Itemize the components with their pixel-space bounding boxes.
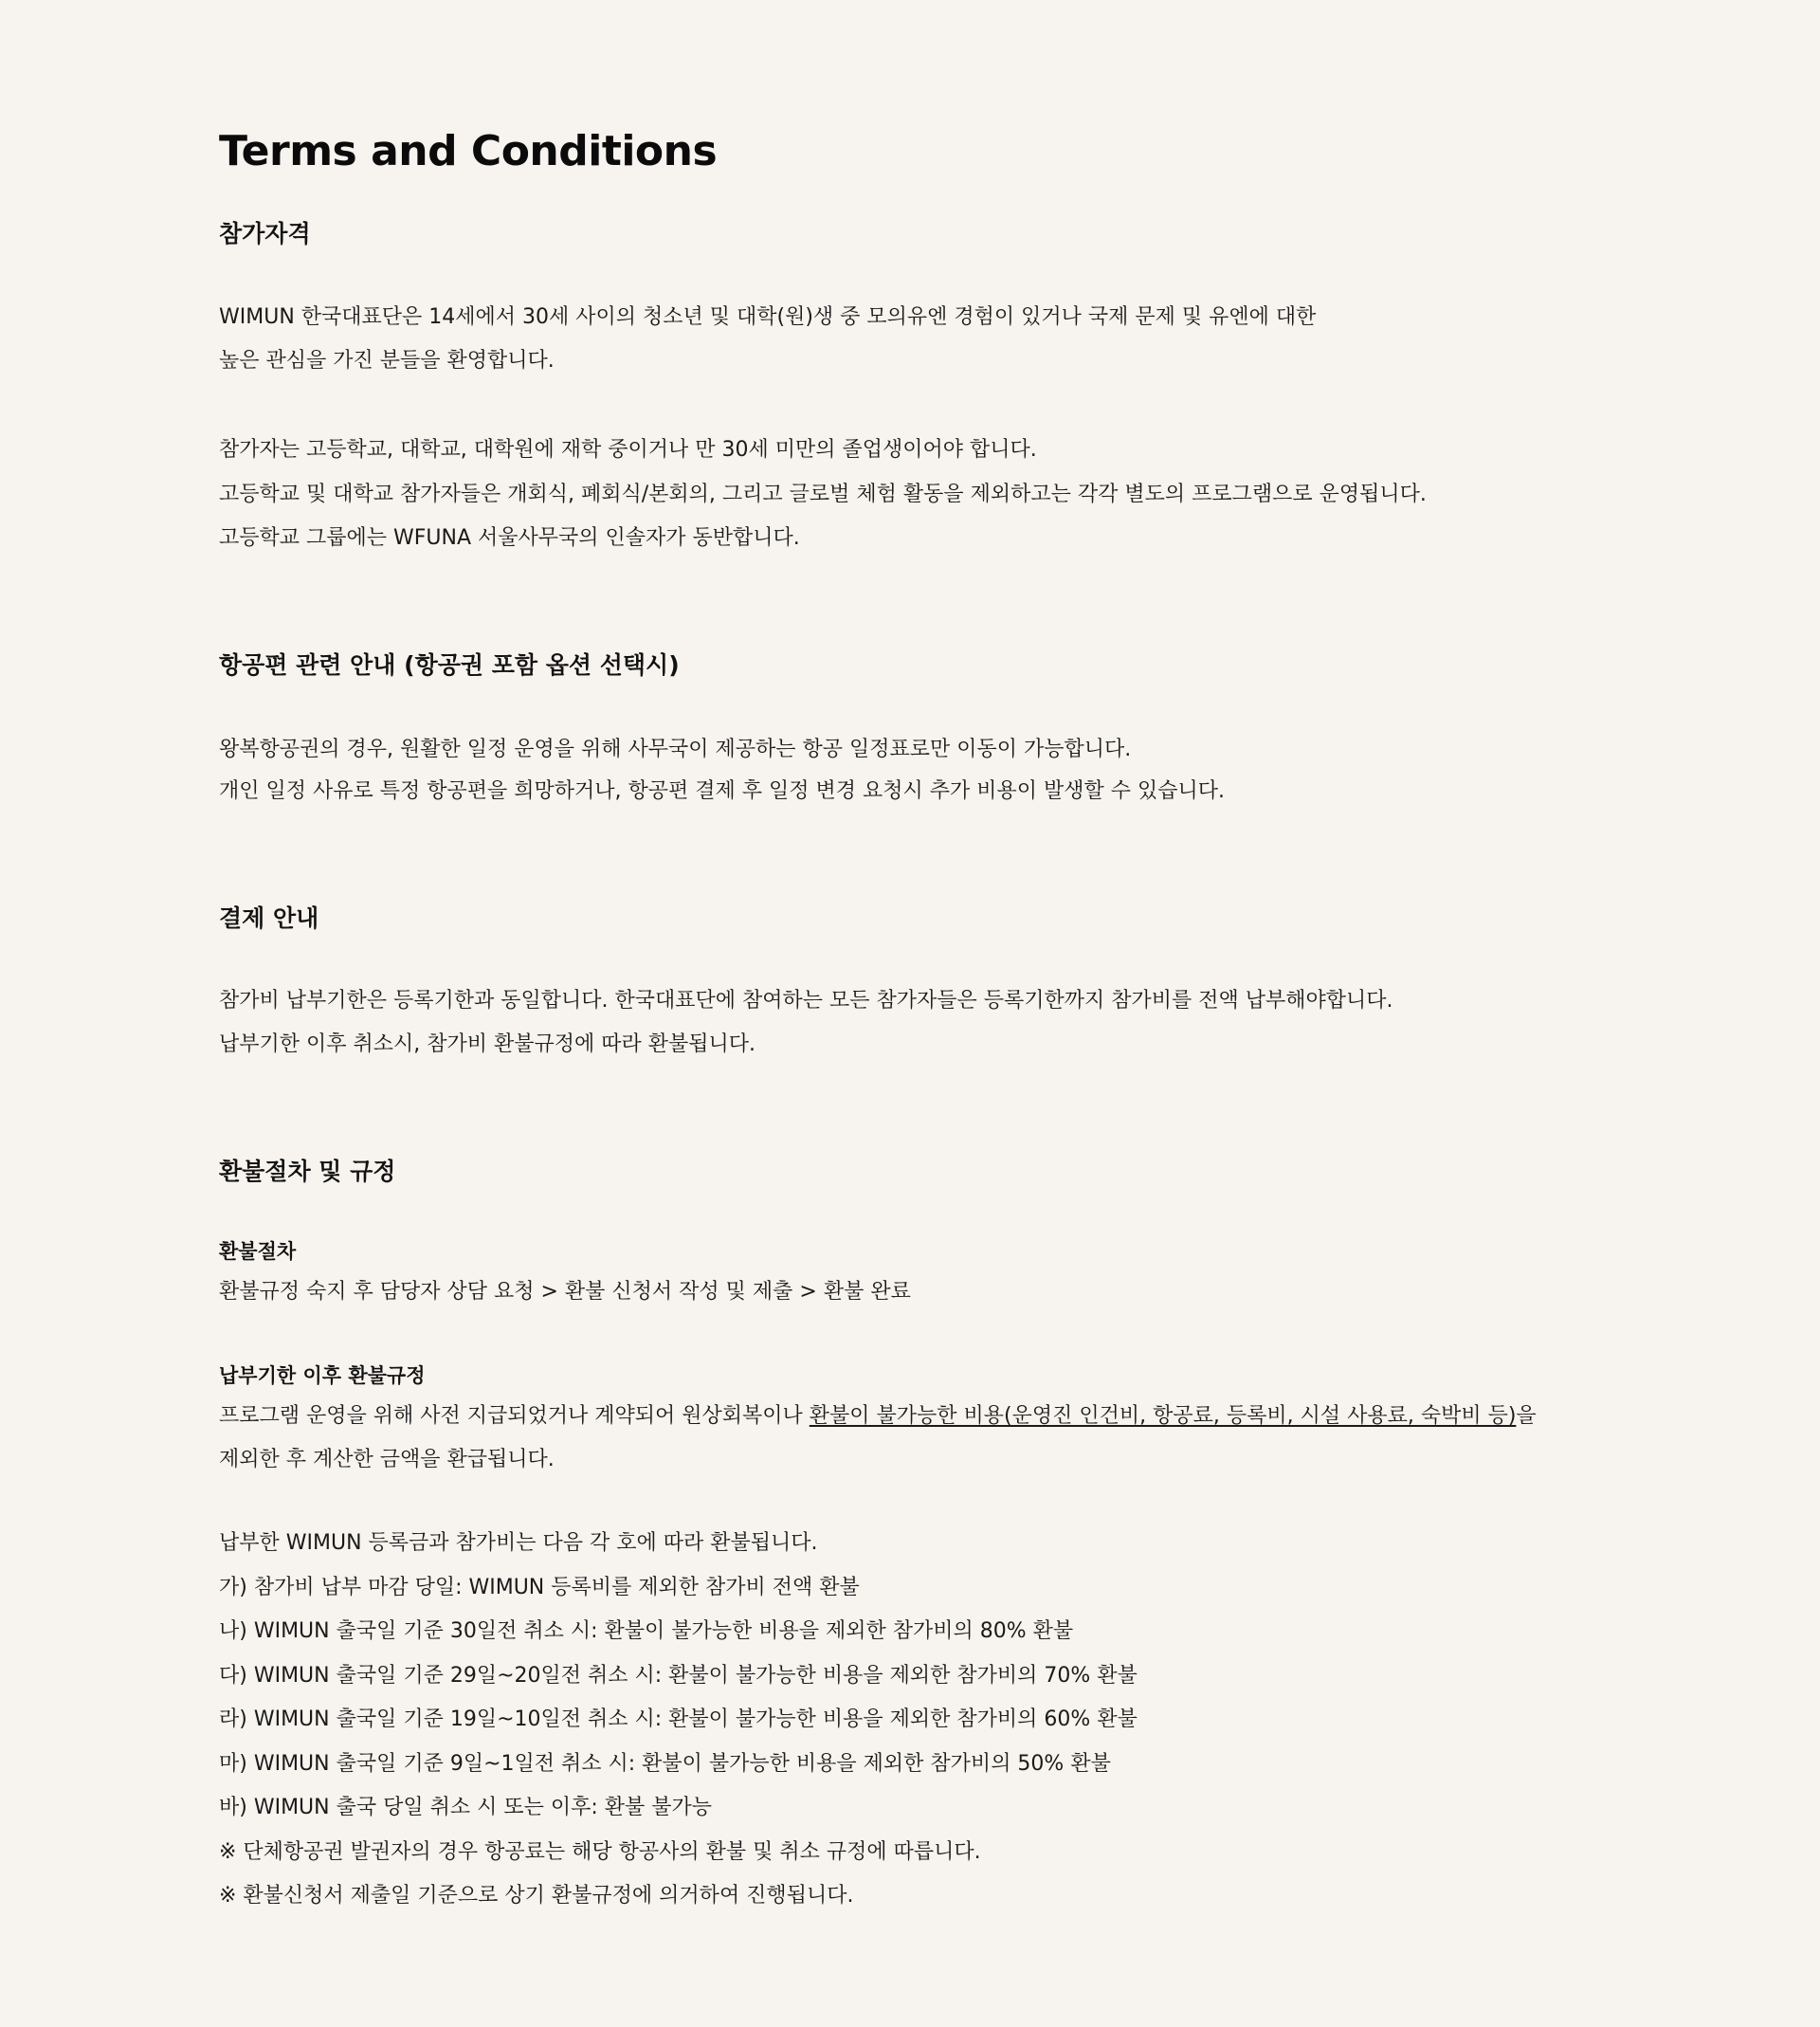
refund-policy-line: 제외한 후 계산한 금액을 환급됩니다. bbox=[219, 1448, 555, 1471]
eligibility-text-line: 고등학교 및 대학교 참가자들은 개회식, 폐회식/본회의, 그리고 글로벌 체험 활동을 제외하고는 각각 별도의 프로그램으로 운영됩니다. bbox=[219, 483, 1427, 506]
payment-text-line: 참가비 납부기한은 등록기한과 동일합니다. 한국대표단에 참여하는 모든 참가자들은 등록기한까지 참가비를 전액 납부해야합니다. bbox=[219, 989, 1393, 1013]
eligibility-text-line: WIMUN 한국대표단은 14세에서 30세 사이의 청소년 및 대학(원)생 중 모의유엔 경험이 있거나 국제 문제 및 유엔에 대한 bbox=[219, 305, 1317, 329]
flight-text-line: 개인 일정 사유로 특정 항공편을 희망하거나, 항공편 결제 후 일정 변경 요청시 추가 비용이 발생할 수 있습니다. bbox=[219, 779, 1225, 803]
non-refundable-costs-underlined: 환불이 불가능한 비용(운영진 인건비, 항공료, 등록비, 시설 사용료, 숙박비 등) bbox=[809, 1404, 1517, 1428]
refund-schedule-item: 가) 참가비 납부 마감 당일: WIMUN 등록비를 제외한 참가비 전액 환불 bbox=[219, 1576, 860, 1599]
eligibility-text-line: 높은 관심을 가진 분들을 환영합니다. bbox=[219, 349, 555, 373]
refund-policy-heading: 납부기한 이후 환불규정 bbox=[219, 1364, 426, 1387]
refund-procedure-text: 환불규정 숙지 후 담당자 상담 요청 > 환불 신청서 작성 및 제출 > 환불 완료 bbox=[219, 1280, 911, 1304]
refund-policy-line bbox=[219, 1400, 1537, 1433]
refund-policy-text: 프로그램 운영을 위해 사전 지급되었거나 계약되어 원상회복이나 bbox=[219, 1404, 810, 1428]
flight-heading: 항공편 관련 안내 (항공권 포함 옵션 선택시) bbox=[219, 651, 680, 679]
refund-schedule-item: 다) WIMUN 출국일 기준 29일~20일전 취소 시: 환불이 불가능한 비용을 제외한 참가비의 70% 환불 bbox=[219, 1664, 1138, 1688]
refund-policy-text: 을 bbox=[1516, 1404, 1537, 1428]
refund-schedule-item: 바) WIMUN 출국 당일 취소 시 또는 이후: 환불 불가능 bbox=[219, 1796, 713, 1819]
page-title: Terms and Conditions bbox=[219, 127, 718, 175]
eligibility-text-line: 고등학교 그룹에는 WFUNA 서울사무국의 인솔자가 동반합니다. bbox=[219, 526, 800, 550]
refund-heading: 환불절차 및 규정 bbox=[219, 1158, 396, 1185]
payment-heading: 결제 안내 bbox=[219, 904, 319, 932]
eligibility-heading: 참가자격 bbox=[219, 220, 311, 247]
refund-schedule-item: 라) WIMUN 출국일 기준 19일~10일전 취소 시: 환불이 불가능한 비용을 제외한 참가비의 60% 환불 bbox=[219, 1707, 1138, 1731]
refund-schedule-item: 납부한 WIMUN 등록금과 참가비는 다음 각 호에 따라 환불됩니다. bbox=[219, 1531, 818, 1555]
refund-note: ※ 단체항공권 발권자의 경우 항공료는 해당 항공사의 환불 및 취소 규정에 따릅니다. bbox=[219, 1840, 981, 1864]
eligibility-text-line: 참가자는 고등학교, 대학교, 대학원에 재학 중이거나 만 30세 미만의 졸업생이어야 합니다. bbox=[219, 438, 1037, 462]
flight-text-line: 왕복항공권의 경우, 원활한 일정 운영을 위해 사무국이 제공하는 항공 일정표로만 이동이 가능합니다. bbox=[219, 738, 1132, 761]
payment-text-line: 납부기한 이후 취소시, 참가비 환불규정에 따라 환불됩니다. bbox=[219, 1032, 755, 1056]
refund-schedule-item: 나) WIMUN 출국일 기준 30일전 취소 시: 환불이 불가능한 비용을 제외한 참가비의 80% 환불 bbox=[219, 1619, 1074, 1643]
refund-procedure-heading: 환불절차 bbox=[219, 1240, 297, 1263]
refund-note: ※ 환불신청서 제출일 기준으로 상기 환불규정에 의거하여 진행됩니다. bbox=[219, 1884, 854, 1908]
refund-schedule-item: 마) WIMUN 출국일 기준 9일~1일전 취소 시: 환불이 불가능한 비용을 제외한 참가비의 50% 환불 bbox=[219, 1752, 1111, 1776]
